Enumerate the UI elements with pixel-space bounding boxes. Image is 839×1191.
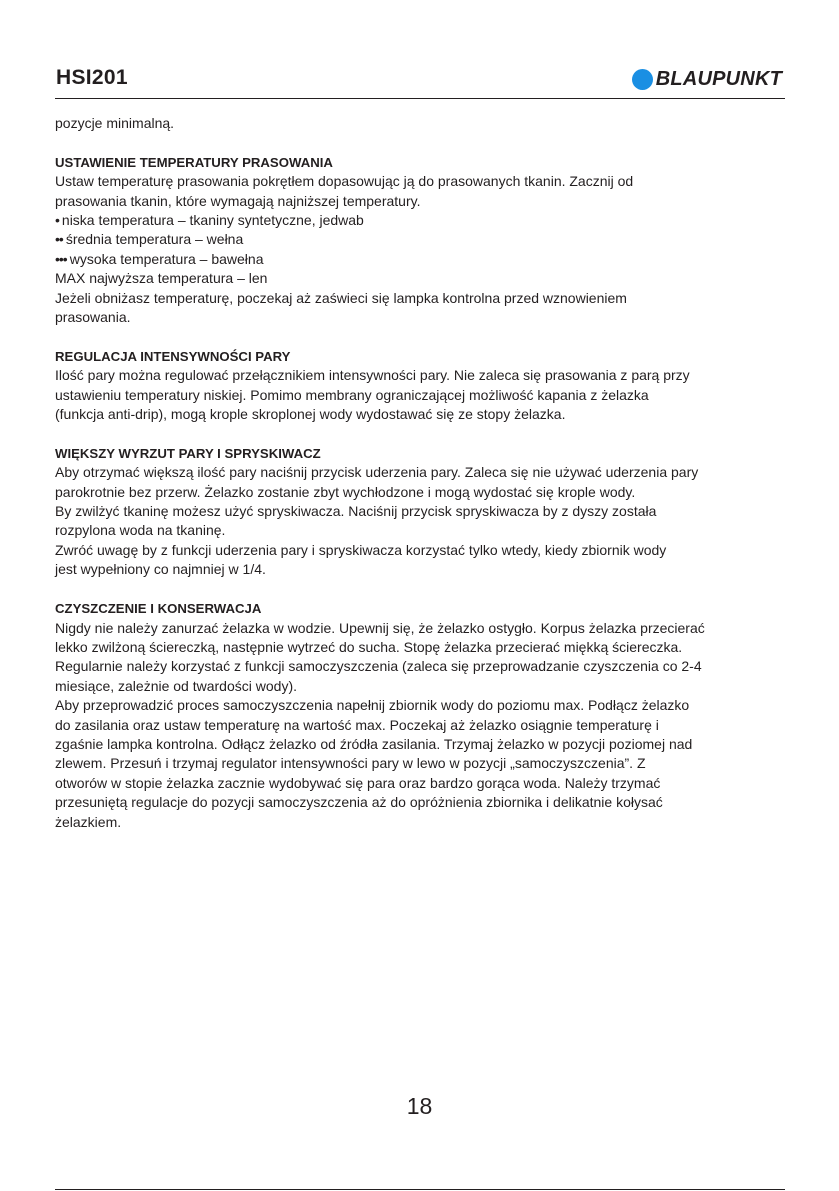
level-text: wysoka temperatura – bawełna bbox=[69, 250, 264, 267]
model-name: HSI201 bbox=[56, 66, 128, 89]
section-steam-regulation bbox=[55, 347, 787, 425]
temperature-level-max bbox=[55, 269, 787, 288]
intro-text: pozycje minimalną. bbox=[55, 115, 175, 131]
dot-marker: •• bbox=[55, 231, 63, 248]
section-heading: USTAWIENIE TEMPERATURY PRASOWANIA bbox=[55, 154, 333, 170]
paragraph-line: żelazkiem. bbox=[55, 813, 122, 830]
paragraph-line: Nigdy nie należy zanurzać żelazka w wodzie. Upewnij się, że żelazko ostygło. Korpus żelazka przecierać bbox=[55, 619, 705, 636]
max-marker: MAX bbox=[55, 270, 86, 287]
paragraph-line: Regularnie należy korzystać z funkcji samoczyszczenia (zaleca się przeprowadzanie czyszczenia co 2-4 bbox=[55, 658, 702, 675]
paragraph-line: rozpylona woda na tkaninę. bbox=[55, 522, 226, 539]
paragraph-line: prasowania. bbox=[55, 309, 131, 326]
dot-marker: ••• bbox=[55, 250, 67, 267]
paragraph-line: Aby otrzymać większą ilość pary naciśnij przycisk uderzenia pary. Zaleca się nie używać uderzenia pary bbox=[55, 464, 699, 481]
paragraph-line: jest wypełniony co najmniej w 1/4. bbox=[55, 561, 266, 578]
paragraph-line: Aby przeprowadzić proces samoczyszczenia napełnij zbiornik wody do poziomu max. Podłącz żelazko bbox=[55, 697, 690, 714]
paragraph-line: do zasilania oraz ustaw temperaturę na wartość max. Poczekaj aż żelazko osiągnie temperaturę i bbox=[55, 716, 659, 733]
page-header bbox=[55, 62, 785, 99]
section-steam-burst bbox=[55, 444, 787, 580]
section-cleaning bbox=[55, 599, 787, 832]
section-heading: CZYSZCZENIE I KONSERWACJA bbox=[55, 601, 262, 617]
level-text: średnia temperatura – wełna bbox=[65, 231, 244, 248]
paragraph-line: prasowania tkanin, które wymagają najniższej temperatury. bbox=[55, 192, 421, 209]
paragraph-line: Jeżeli obniżasz temperaturę, poczekaj aż zaświeci się lampka kontrolna przed wznowieniem bbox=[55, 289, 627, 306]
paragraph-line: Ilość pary można regulować przełącznikiem intensywności pary. Nie zaleca się prasowania z parą przy bbox=[55, 367, 690, 384]
page-content bbox=[55, 114, 787, 832]
brand-logo bbox=[632, 68, 782, 90]
brand-name: BLAUPUNKT bbox=[655, 67, 782, 90]
level-text: najwyższa temperatura – len bbox=[89, 270, 268, 287]
paragraph-line: przesuniętą regulacje do pozycji samoczyszczenia aż do opróżnienia zbiornika i delikatnie kołysać bbox=[55, 794, 663, 811]
paragraph-line: Ustaw temperaturę prasowania pokrętłem dopasowując ją do prasowanych tkanin. Zacznij od bbox=[55, 173, 634, 190]
temperature-level-high bbox=[55, 250, 787, 269]
temperature-level-medium bbox=[55, 230, 787, 249]
paragraph-line: (funkcja anti-drip), mogą krople skroplonej wody wydostawać się ze stopy żelazka. bbox=[55, 406, 566, 423]
level-text: niska temperatura – tkaniny syntetyczne, jedwab bbox=[61, 212, 364, 229]
paragraph-line: otworów w stopie żelazka zacznie wydobywać się para oraz bardzo gorąca woda. Należy trzymać bbox=[55, 774, 661, 791]
paragraph-line: By zwilżyć tkaninę możesz użyć spryskiwacza. Naciśnij przycisk spryskiwacza by z dyszy została bbox=[55, 503, 657, 520]
page-number: 18 bbox=[406, 1093, 433, 1119]
temperature-level-low bbox=[55, 211, 787, 230]
footer-divider bbox=[55, 1189, 785, 1190]
section-heading: WIĘKSZY WYRZUT PARY I SPRYSKIWACZ bbox=[55, 445, 321, 461]
paragraph-line: zlewem. Przesuń i trzymaj regulator intensywności pary w lewo w pozycji „samoczyszczenia”. Z bbox=[55, 755, 646, 772]
paragraph-line: lekko zwilżoną ściereczką, następnie wytrzeć do sucha. Stopę żelazka przecierać miękką ściereczka. bbox=[55, 638, 683, 655]
section-temperature bbox=[55, 153, 787, 328]
section-heading: REGULACJA INTENSYWNOŚCI PARY bbox=[55, 348, 291, 364]
paragraph-line: ustawieniu temperatury niskiej. Pomimo membrany ograniczającej możliwość kapania z żelazka bbox=[55, 386, 649, 403]
paragraph-line: miesiące, zależnie od twardości wody). bbox=[55, 677, 297, 694]
paragraph-line: Zwróć uwagę by z funkcji uderzenia pary i spryskiwacza korzystać tylko wtedy, kiedy zbiornik wody bbox=[55, 541, 667, 558]
dot-marker: • bbox=[55, 212, 59, 229]
brand-dot-icon bbox=[632, 69, 653, 90]
paragraph-line: parokrotnie bez przerw. Żelazko zostanie zbyt wychłodzone i mogą wydostać się krople wody. bbox=[55, 483, 636, 500]
paragraph-line: zgaśnie lampka kontrolna. Odłącz żelazko od źródła zasilania. Trzymaj żelazko w pozycji poziomej nad bbox=[55, 735, 693, 752]
